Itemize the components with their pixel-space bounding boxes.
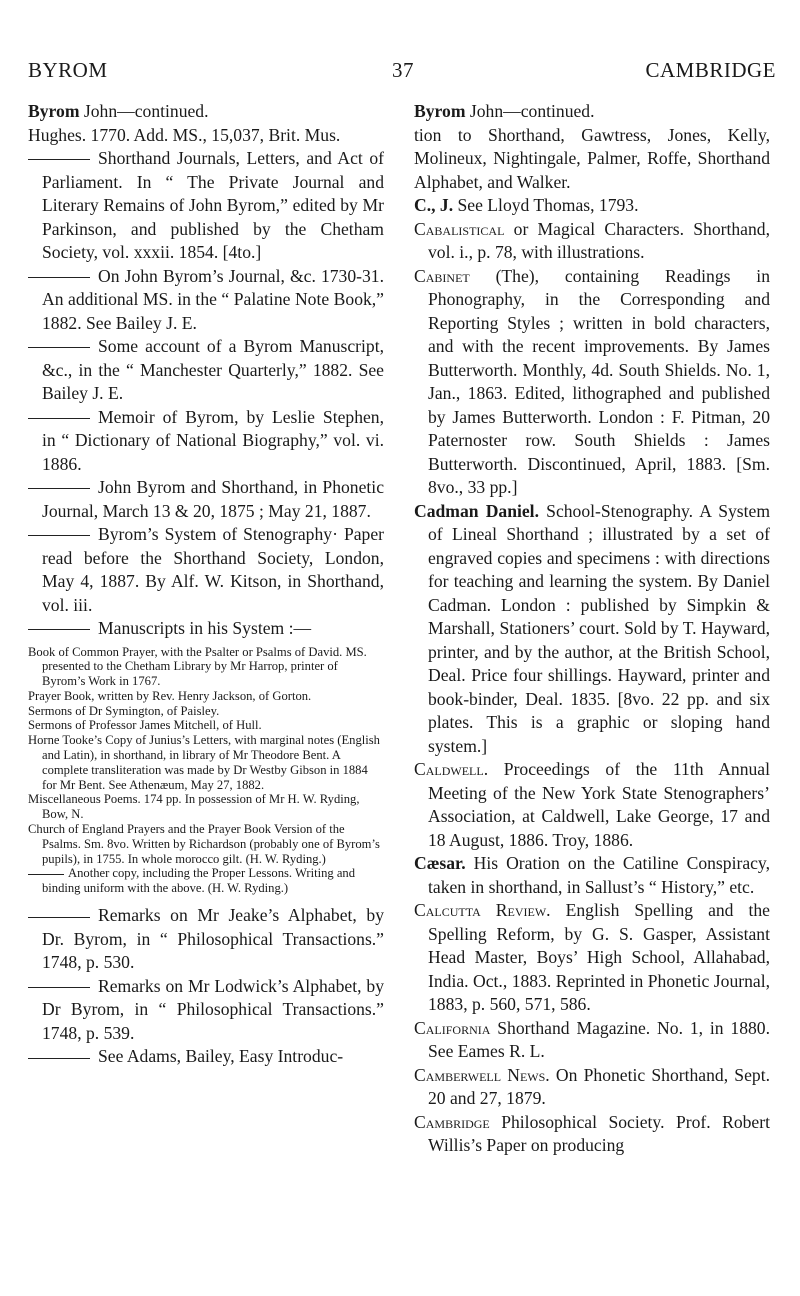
- entry-text: Some account of a Byrom Manuscript, &c., in the “ Manchester Quarterly,” 1882. See Bailey J. E.: [42, 336, 384, 403]
- page-number: 37: [392, 58, 414, 82]
- bibliography-entry: [414, 899, 770, 1017]
- entry-text: Manuscripts in his System :—: [98, 618, 312, 638]
- entry-text: Byrom’s System of Stenography· Paper read before the Shorthand Society, London, May 4, 1887. By Alf. W. Kitson, in Shorthand, vol. iii.: [42, 524, 384, 615]
- entry-heading: Cæsar.: [414, 853, 466, 873]
- entry-text: Shorthand Journals, Letters, and Act of Parliament. In “ The Private Journal and Literary Remains of John Byrom,” edited by Mr Parkinson, and published by the Chetham Society, vol. xxxii. 1854. [4to.]: [42, 148, 384, 262]
- entry-text: School-Stenography. A System of Lineal Shorthand ; illustrated by a set of engraved copies and specimens : with directions for teaching and learning the system. By Daniel Cadman. London : published by Simpkin & Marshall, Stationers’ court. Sold by T. Hayward, printer, and by the author, at the British School, Deal. Price four shillings. Hayward, printer and book-binder, Deal. 1835. [8vo. 22 pp. and six plates. This is a graphic or sloping hand system.]: [428, 500, 771, 756]
- bibliography-entry: [28, 733, 384, 792]
- entry-heading: California: [414, 1017, 491, 1038]
- bibliography-entry: [28, 265, 384, 336]
- entry-text: John—continued.: [79, 101, 209, 121]
- bibliography-entry: [414, 500, 770, 759]
- bibliography-entry: [28, 617, 384, 641]
- entry-heading: Camberwell News.: [414, 1064, 550, 1085]
- bibliography-entry: [28, 476, 384, 523]
- bibliography-entry: [28, 866, 384, 896]
- entry-text: Prayer Book, written by Rev. Henry Jackson, of Gorton.: [28, 688, 312, 703]
- left-column: [28, 100, 384, 1069]
- bibliography-entry: [414, 100, 770, 124]
- bibliography-entry: [414, 194, 770, 218]
- entry-text: Church of England Prayers and the Prayer Book Version of the Psalms. Sm. 8vo. Written by Richardson (probably one of Byrom’s pupils), in 1755. In whole morocco gilt. (H. W. Ryding.): [28, 822, 380, 866]
- header-left: BYROM: [28, 58, 108, 82]
- entry-text: Book of Common Prayer, with the Psalter or Psalms of David. MS. presented to the Chetham Library by Mr Harrop, printer of Byrom’s Work in 1767.: [28, 644, 367, 689]
- bibliography-entry: [414, 758, 770, 852]
- entry-text: or Magical Characters. Shorthand, vol. i., p. 78, with illustrations.: [428, 218, 770, 262]
- bibliography-entry: [414, 1017, 770, 1064]
- entry-text: On Phonetic Shorthand, Sept. 20 and 27, 1879.: [428, 1064, 770, 1108]
- entry-text: Proceedings of the 11th Annual Meeting of the New York State Stenographers’ Association, at Caldwell, Lake George, 17 and 18 August, 1886. Troy, 1886.: [428, 759, 770, 850]
- ditto-rule: [28, 1058, 90, 1059]
- ditto-rule: [28, 418, 90, 419]
- right-column: [414, 100, 770, 1158]
- entry-heading: Cabinet: [414, 265, 470, 286]
- entry-heading: Byrom: [28, 101, 80, 121]
- bibliography-entry: [28, 147, 384, 265]
- entry-heading: Calcutta Review.: [414, 900, 551, 920]
- entry-text: See Adams, Bailey, Easy Introduc-: [98, 1046, 344, 1067]
- entry-text: See Lloyd Thomas, 1793.: [453, 195, 639, 215]
- bibliography-entry: [28, 904, 384, 975]
- bibliography-entry: [28, 523, 384, 617]
- entry-text: John Byrom and Shorthand, in Phonetic Journal, March 13 & 20, 1875 ; May 21, 1887.: [42, 477, 384, 521]
- entry-text: Remarks on Mr Lodwick’s Alphabet, by Dr Byrom, in “ Philosophical Transactions.” 1748, p. 539.: [42, 975, 384, 1043]
- bibliography-entry: [28, 975, 384, 1046]
- entry-text: Miscellaneous Poems. 174 pp. In possession of Mr H. W. Ryding, Bow, N.: [28, 792, 360, 822]
- entry-text: (The), containing Readings in Phonography, in the Corresponding and Reporting Styles ; written in bold characters, and with the recent improvements. By James Butterworth. Monthly, 4d. South Shields. No. 1, Jan., 1863. Edited, lithographed and published by James Butterworth. London : F. Pitman, 20 Paternoster row. South Shields : James Butterworth. Discontinued, April, 1883. [Sm. 8vo., 33 pp.]: [428, 265, 770, 497]
- bibliography-entry: [28, 1045, 384, 1069]
- entry-text: Shorthand Magazine. No. 1, in 1880. See Eames R. L.: [428, 1017, 770, 1061]
- entry-heading: Caldwell.: [414, 759, 489, 779]
- ditto-rule: [28, 629, 90, 630]
- ditto-rule: [28, 987, 90, 988]
- ditto-rule: [28, 347, 90, 348]
- manuscripts-list: [28, 645, 384, 897]
- entry-text: Remarks on Mr Jeake’s Alphabet, by Dr. Byrom, in “ Philosophical Transactions.” 1748, p. 530.: [42, 905, 384, 973]
- entry-text: Philosophical Society. Prof. Robert Willis’s Paper on producing: [428, 1111, 770, 1155]
- entry-heading: Cabalistical: [414, 218, 505, 239]
- bibliography-entry: [28, 335, 384, 406]
- entry-text: tion to Shorthand, Gawtress, Jones, Kelly, Molineux, Nightingale, Palmer, Roffe, Shorthand Alphabet, and Walker.: [414, 124, 770, 192]
- bibliography-entry: [414, 218, 770, 265]
- bibliography-entry: [28, 718, 384, 733]
- bibliography-entry: [414, 1111, 770, 1158]
- entry-text: Horne Tooke’s Copy of Junius’s Letters, with marginal notes (English and Latin), in shorthand, in library of Mr Theodore Bent. A complete transliteration was made by Dr Westby Gibson in 1884 for Mr Bent. See Athenæum, May 27, 1882.: [28, 733, 380, 792]
- header-right: CAMBRIDGE: [645, 58, 776, 82]
- bibliography-entry: [28, 124, 384, 148]
- entry-text: Hughes. 1770. Add. MS., 15,037, Brit. Mus.: [28, 124, 341, 145]
- entry-text: On John Byrom’s Journal, &c. 1730-31. An additional MS. in the “ Palatine Note Book,” 1882. See Bailey J. E.: [42, 265, 384, 333]
- ditto-rule: [28, 159, 90, 160]
- bibliography-entry: [414, 852, 770, 899]
- bibliography-entry: [414, 124, 770, 195]
- entry-text: Memoir of Byrom, by Leslie Stephen, in “ Dictionary of National Biography,” vol. vi. 1886.: [42, 406, 384, 474]
- ditto-rule: [28, 874, 64, 875]
- bibliography-entry: [414, 1064, 770, 1111]
- bibliography-entry: [28, 822, 384, 866]
- entry-heading: Cadman Daniel.: [414, 500, 539, 521]
- bibliography-entry: [28, 792, 384, 822]
- entry-heading: Byrom: [414, 101, 466, 121]
- entry-text: Another copy, including the Proper Lessons. Writing and binding uniform with the above. (H. W. Ryding.): [42, 866, 355, 896]
- bibliography-entry: [28, 704, 384, 719]
- ditto-rule: [28, 535, 90, 536]
- entry-text: Sermons of Dr Symington, of Paisley.: [28, 703, 220, 718]
- bibliography-entry: [28, 406, 384, 477]
- entry-text: English Spelling and the Spelling Reform, by G. S. Gasper, Assistant Head Master, Boys’ High School, Allahabad, India. Oct., 1883. Reprinted in Phonetic Journal, 1883, p. 560, 571, 586.: [428, 900, 770, 1014]
- entry-text: John—continued.: [465, 101, 595, 121]
- entry-heading: C., J.: [414, 195, 454, 215]
- ditto-rule: [28, 917, 90, 918]
- entry-text: Sermons of Professor James Mitchell, of Hull.: [28, 718, 262, 733]
- bibliography-entry: [414, 265, 770, 500]
- entry-text: His Oration on the Catiline Conspiracy, taken in shorthand, in Sallust’s “ History,” etc.: [428, 853, 770, 897]
- entry-heading: Cambridge: [414, 1111, 490, 1132]
- bibliography-entry: [28, 645, 384, 689]
- bibliography-entry: [28, 689, 384, 704]
- ditto-rule: [28, 488, 90, 489]
- bibliography-entry: [28, 100, 384, 124]
- ditto-rule: [28, 277, 90, 278]
